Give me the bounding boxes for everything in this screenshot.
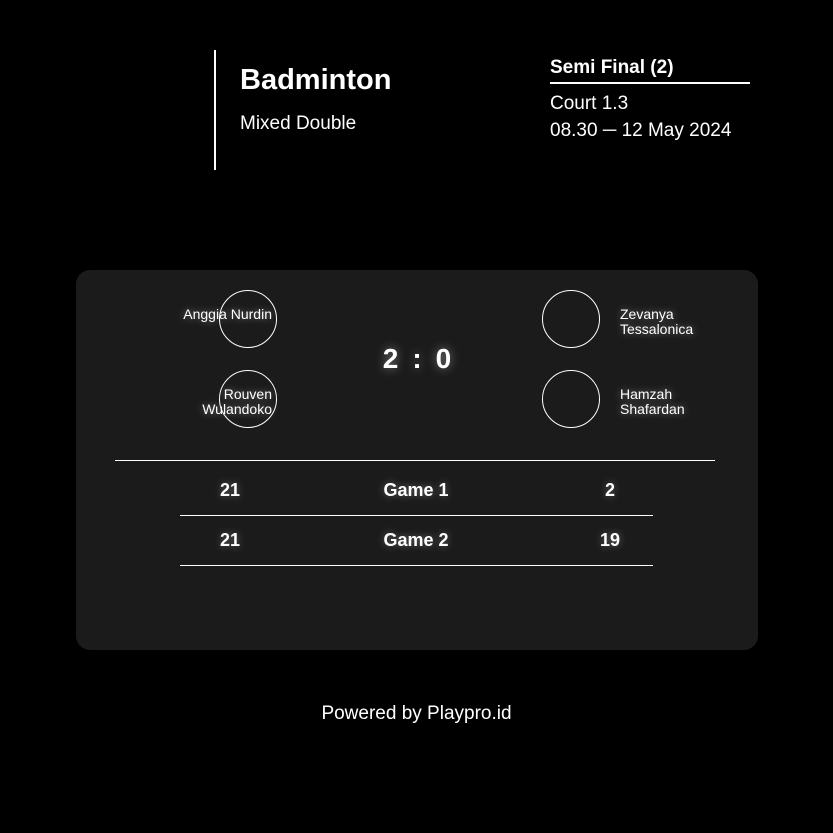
scoreboard-card [76, 270, 758, 650]
sport-title: Badminton [240, 64, 392, 96]
away-player-2-name: Hamzah Shafardan [620, 386, 685, 417]
game-2-home-score: 21 [219, 530, 241, 550]
match-score [367, 342, 467, 376]
header-divider [214, 50, 216, 170]
game-2-label: Game 2 [383, 530, 449, 550]
game-row-2 [180, 516, 653, 566]
home-player-2-avatar [219, 370, 277, 428]
game-2-away-score: 19 [599, 530, 621, 550]
score-separator: : [412, 343, 422, 374]
round-label: Semi Final (2) [550, 56, 750, 84]
home-player-1-avatar [219, 290, 277, 348]
court-label: Court 1.3 [550, 93, 629, 114]
home-sets-won: 2 [382, 343, 399, 374]
game-1-home-score: 21 [219, 480, 241, 500]
away-player-2-avatar [542, 370, 600, 428]
away-player-1-name: Zevanya Tessalonica [620, 306, 694, 337]
score-divider [115, 460, 715, 461]
away-player-1-avatar [542, 290, 600, 348]
game-1-away-score: 2 [604, 480, 615, 500]
game-row-1 [180, 466, 653, 516]
match-category: Mixed Double [240, 113, 357, 134]
game-1-label: Game 1 [383, 480, 449, 500]
home-player-2-name: Rouven Wulandoko [202, 386, 272, 417]
match-datetime: 08.30 ─ 12 May 2024 [550, 120, 732, 141]
home-player-1-name: Anggia Nurdin [183, 306, 272, 322]
powered-by-footer: Powered by Playpro.id [321, 703, 512, 724]
away-sets-won: 0 [435, 343, 452, 374]
